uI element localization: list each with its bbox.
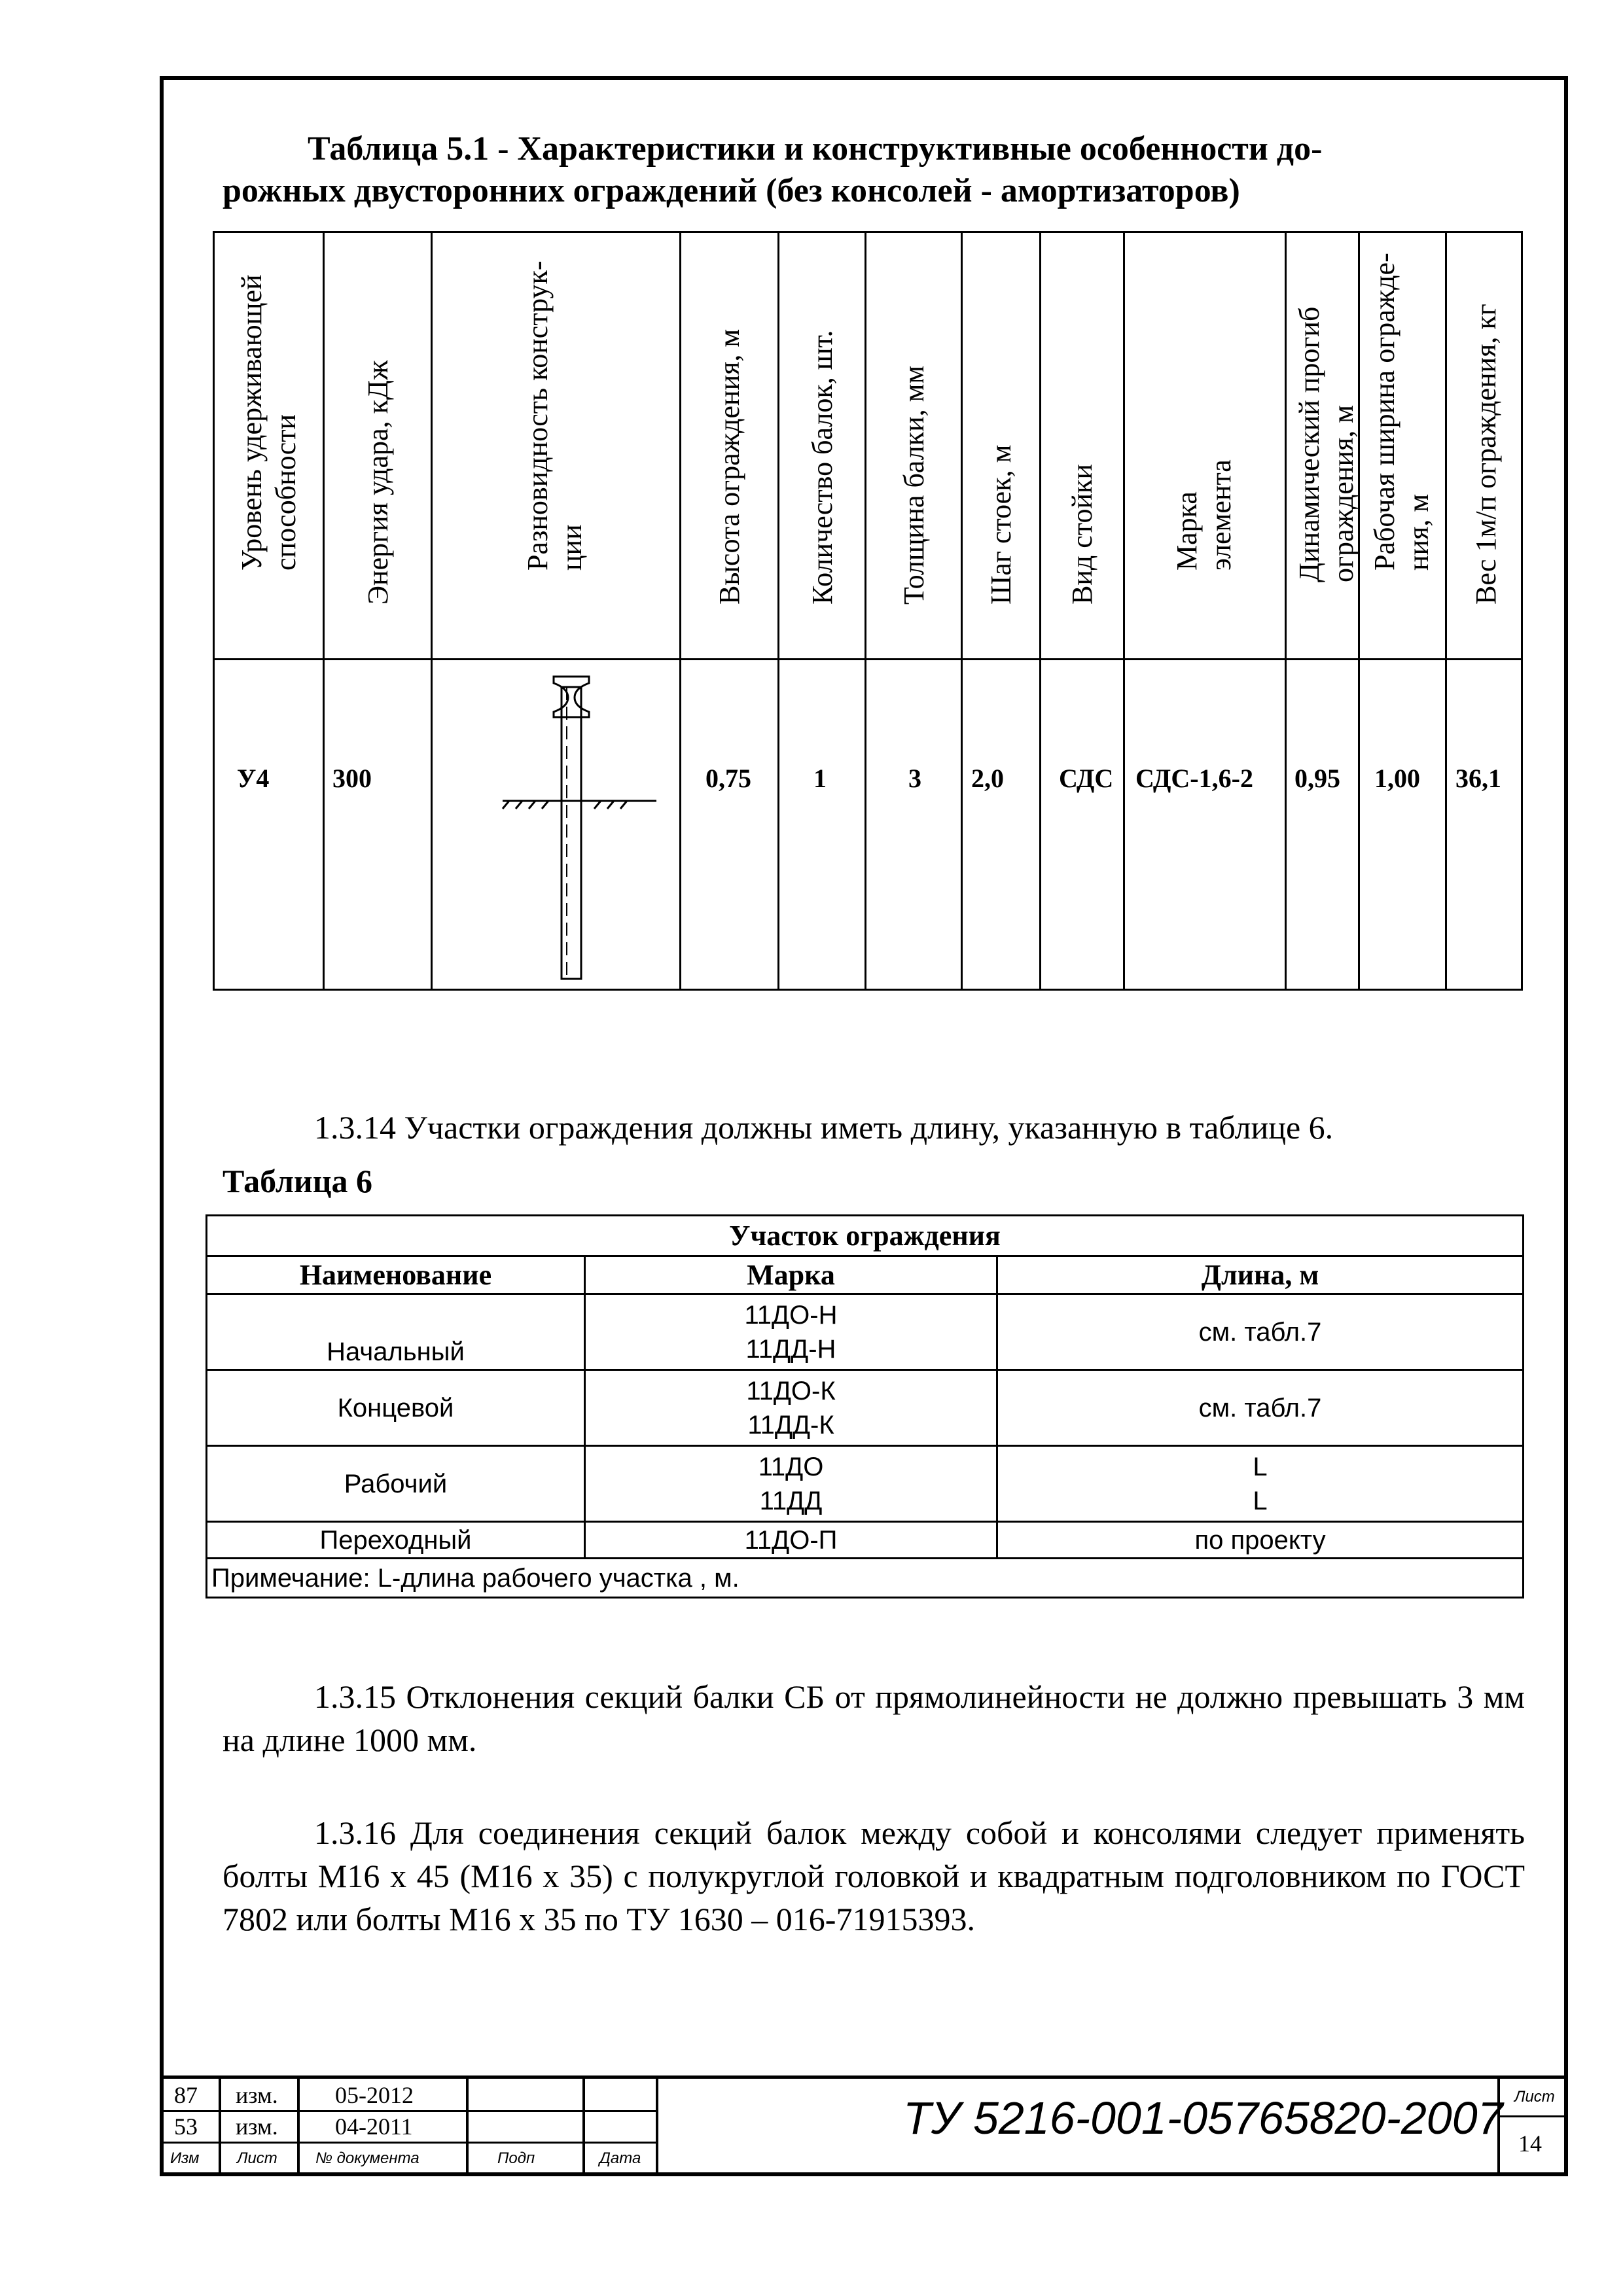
header-element-mark: Марка элемента — [1170, 459, 1237, 571]
cell-deflection: 0,95 — [1294, 764, 1340, 793]
header-beam-thickness: Толщина балки, мм — [897, 365, 930, 605]
rev2-number: 53 — [174, 2113, 198, 2140]
rev1-number: 87 — [174, 2082, 198, 2108]
table6-col-length: Длина, м — [997, 1256, 1524, 1294]
cell-height: 0,75 — [705, 764, 751, 793]
cell-post-type: СДС — [1059, 764, 1114, 793]
header-height: Высота ограждения, м — [713, 328, 745, 605]
header-beam-count: Количество балок, шт. — [806, 330, 838, 605]
rev2-date: 04-2011 — [335, 2113, 413, 2140]
label-list: Лист — [237, 2149, 277, 2167]
para-1-3-16: 1.3.16 Для соединения секций балок между собой и консолями следует применять болты М16 х 45 (М16 х 35) с полукруглой головкой и квадратным подголовником по ГОСТ 7802 или болты М16 х 35 по ТУ 1630 – 016-71915393. — [223, 1814, 1525, 1937]
table51-row-divider — [215, 658, 1521, 660]
label-data: Дата — [599, 2149, 641, 2167]
label-podp: Подп — [497, 2149, 535, 2167]
cell-energy: 300 — [332, 764, 372, 793]
cell-element-mark: СДС-1,6-2 — [1135, 764, 1253, 793]
header-post-step: Шаг стоек, м — [985, 444, 1017, 605]
header-weight: Вес 1м/п ограждения, кг — [1470, 304, 1502, 605]
table6-col-name: Наименование — [207, 1256, 585, 1294]
rev1-type: изм. — [236, 2082, 278, 2108]
rev1-date: 05-2012 — [335, 2082, 414, 2108]
title-block — [164, 2075, 1564, 2176]
para-1-3-14: 1.3.14 Участки ограждения должны иметь длину, указанную в таблице 6. — [314, 1109, 1334, 1146]
table51-title-line1: Таблица 5.1 - Характеристики и конструктивные особенности до- — [308, 130, 1323, 168]
label-doc: № документа — [315, 2149, 419, 2167]
table6-col-mark: Марка — [585, 1256, 997, 1294]
table51-title — [223, 128, 1525, 212]
header-working-width: Рабочая ширина огражде- ния, м — [1368, 253, 1435, 571]
table6-note: Примечание: L-длина рабочего участка , м. — [207, 1559, 1524, 1598]
sheet-label: Лист — [1514, 2088, 1555, 2106]
cell-post-step: 2,0 — [971, 764, 1004, 793]
sheet-number: 14 — [1518, 2130, 1542, 2157]
cell-beam-thickness: 3 — [908, 764, 921, 793]
cell-weight: 36,1 — [1455, 764, 1501, 793]
table6-label: Таблица 6 — [223, 1163, 373, 1199]
header-energy: Энергия удара, кДж — [361, 360, 394, 605]
label-izm: Изм — [170, 2149, 200, 2167]
header-level: Уровень удерживающей способности — [235, 274, 302, 571]
table-row: Начальный 11ДО-Н 11ДД-Н см. табл.7 — [207, 1294, 1524, 1370]
cell-working-width: 1,00 — [1374, 764, 1420, 793]
header-post-type: Вид стойки — [1066, 464, 1098, 605]
document-code: ТУ 5216-001-05765820-2007 — [903, 2093, 1503, 2144]
table-row: Рабочий 11ДО 11ДД L L — [207, 1446, 1524, 1522]
header-deflection: Динамический прогиб ограждения, м — [1293, 306, 1359, 582]
table-6 — [205, 1214, 1524, 1598]
header-construction: Разновидность конструк- ции — [522, 260, 588, 571]
cell-beam-count: 1 — [813, 764, 827, 793]
table51-title-line2: рожных двусторонних ограждений (без консолей - амортизаторов) — [223, 172, 1240, 209]
table-row: Концевой 11ДО-К 11ДД-К см. табл.7 — [207, 1370, 1524, 1446]
table-row: Переходный 11ДО-П по проекту — [207, 1522, 1524, 1559]
rev2-type: изм. — [236, 2113, 278, 2140]
cell-level: У4 — [237, 764, 270, 793]
table6-group-header: Участок ограждения — [207, 1216, 1524, 1256]
table-5-1 — [213, 231, 1523, 991]
guardrail-drawing — [503, 671, 660, 979]
para-1-3-15: 1.3.15 Отклонения секций балки СБ от прямолинейности не должно превышать 3 мм на длине 1000 мм. — [223, 1678, 1525, 1758]
